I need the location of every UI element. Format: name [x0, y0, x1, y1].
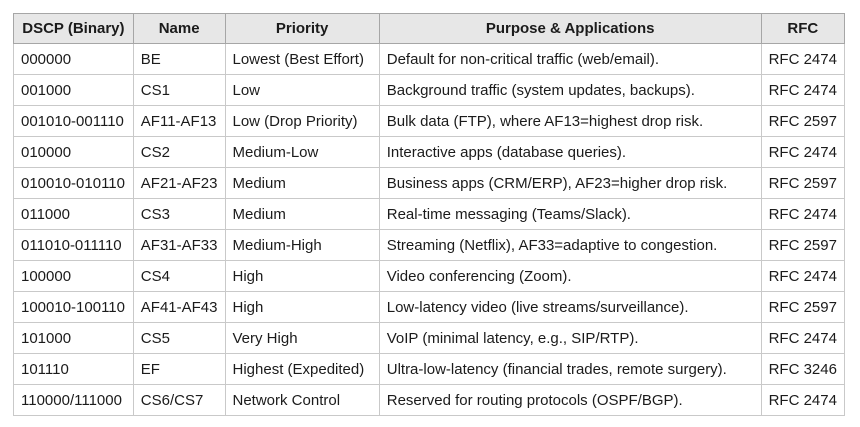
- cell-name: AF31-AF33: [133, 230, 225, 261]
- table-row: [14, 44, 845, 75]
- cell-dscp-binary: 110000/111000: [14, 385, 134, 416]
- cell-priority: Medium: [225, 168, 379, 199]
- cell-rfc: RFC 2474: [761, 199, 844, 230]
- cell-name: CS3: [133, 199, 225, 230]
- cell-rfc: RFC 2474: [761, 261, 844, 292]
- cell-rfc: RFC 2474: [761, 75, 844, 106]
- table-body: [14, 44, 845, 416]
- cell-rfc: RFC 2597: [761, 292, 844, 323]
- table-row: [14, 106, 845, 137]
- cell-priority: Low: [225, 75, 379, 106]
- cell-rfc: RFC 2474: [761, 44, 844, 75]
- cell-rfc: RFC 2474: [761, 385, 844, 416]
- table-header: [14, 14, 845, 44]
- dscp-table: [13, 13, 845, 416]
- table-row: [14, 261, 845, 292]
- cell-purpose: Interactive apps (database queries).: [379, 137, 761, 168]
- table-row: [14, 199, 845, 230]
- table-row: [14, 323, 845, 354]
- table-row: [14, 385, 845, 416]
- cell-dscp-binary: 101110: [14, 354, 134, 385]
- cell-name: CS2: [133, 137, 225, 168]
- cell-priority: Very High: [225, 323, 379, 354]
- cell-dscp-binary: 000000: [14, 44, 134, 75]
- cell-name: EF: [133, 354, 225, 385]
- cell-purpose: Business apps (CRM/ERP), AF23=higher drop risk.: [379, 168, 761, 199]
- cell-rfc: RFC 3246: [761, 354, 844, 385]
- cell-purpose: Low-latency video (live streams/surveillance).: [379, 292, 761, 323]
- cell-priority: Medium-Low: [225, 137, 379, 168]
- header-cell-rfc: RFC: [761, 14, 844, 44]
- cell-rfc: RFC 2597: [761, 230, 844, 261]
- header-cell-dscp: DSCP (Binary): [14, 14, 134, 44]
- table-row: [14, 75, 845, 106]
- table-row: [14, 230, 845, 261]
- cell-dscp-binary: 010000: [14, 137, 134, 168]
- cell-name: CS1: [133, 75, 225, 106]
- cell-name: AF41-AF43: [133, 292, 225, 323]
- cell-name: AF11-AF13: [133, 106, 225, 137]
- cell-name: BE: [133, 44, 225, 75]
- cell-dscp-binary: 011010-011110: [14, 230, 134, 261]
- cell-purpose: VoIP (minimal latency, e.g., SIP/RTP).: [379, 323, 761, 354]
- cell-rfc: RFC 2474: [761, 137, 844, 168]
- cell-name: CS4: [133, 261, 225, 292]
- header-cell-name: Name: [133, 14, 225, 44]
- header-row: [14, 14, 845, 44]
- cell-name: CS5: [133, 323, 225, 354]
- cell-dscp-binary: 010010-010110: [14, 168, 134, 199]
- cell-rfc: RFC 2474: [761, 323, 844, 354]
- cell-name: CS6/CS7: [133, 385, 225, 416]
- cell-priority: High: [225, 261, 379, 292]
- cell-purpose: Ultra-low-latency (financial trades, remote surgery).: [379, 354, 761, 385]
- cell-name: AF21-AF23: [133, 168, 225, 199]
- cell-purpose: Background traffic (system updates, backups).: [379, 75, 761, 106]
- cell-purpose: Reserved for routing protocols (OSPF/BGP).: [379, 385, 761, 416]
- cell-purpose: Default for non-critical traffic (web/email).: [379, 44, 761, 75]
- cell-purpose: Bulk data (FTP), where AF13=highest drop risk.: [379, 106, 761, 137]
- cell-priority: Lowest (Best Effort): [225, 44, 379, 75]
- table-row: [14, 354, 845, 385]
- cell-priority: Highest (Expedited): [225, 354, 379, 385]
- cell-priority: Medium: [225, 199, 379, 230]
- cell-purpose: Video conferencing (Zoom).: [379, 261, 761, 292]
- cell-priority: Low (Drop Priority): [225, 106, 379, 137]
- table-row: [14, 292, 845, 323]
- table-row: [14, 137, 845, 168]
- header-cell-purpose: Purpose & Applications: [379, 14, 761, 44]
- cell-dscp-binary: 101000: [14, 323, 134, 354]
- table-row: [14, 168, 845, 199]
- cell-dscp-binary: 100010-100110: [14, 292, 134, 323]
- cell-purpose: Streaming (Netflix), AF33=adaptive to congestion.: [379, 230, 761, 261]
- cell-purpose: Real-time messaging (Teams/Slack).: [379, 199, 761, 230]
- cell-rfc: RFC 2597: [761, 106, 844, 137]
- cell-rfc: RFC 2597: [761, 168, 844, 199]
- cell-priority: High: [225, 292, 379, 323]
- cell-priority: Network Control: [225, 385, 379, 416]
- cell-dscp-binary: 100000: [14, 261, 134, 292]
- header-cell-priority: Priority: [225, 14, 379, 44]
- cell-dscp-binary: 011000: [14, 199, 134, 230]
- cell-dscp-binary: 001010-001110: [14, 106, 134, 137]
- cell-priority: Medium-High: [225, 230, 379, 261]
- cell-dscp-binary: 001000: [14, 75, 134, 106]
